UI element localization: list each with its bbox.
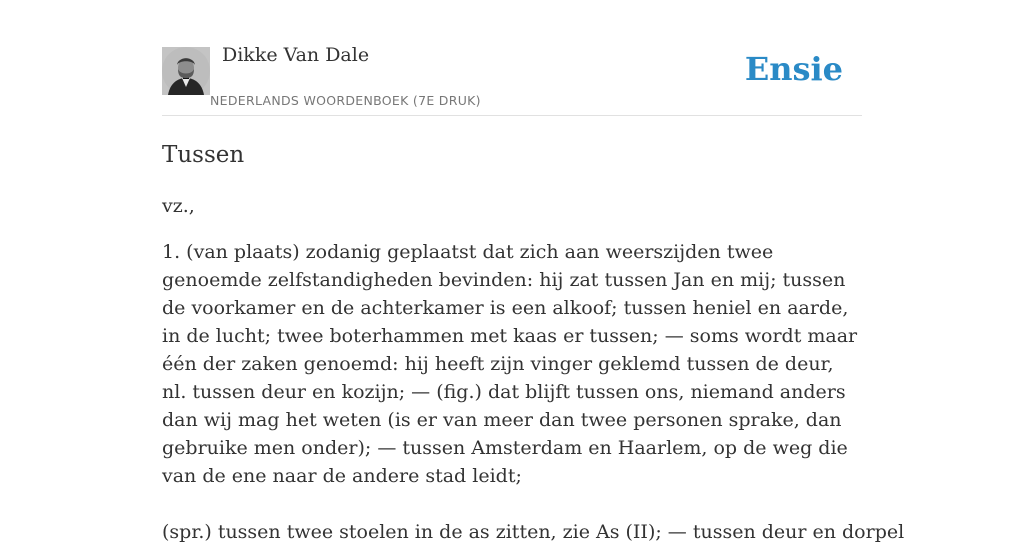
source-subtitle[interactable]: NEDERLANDS WOORDENBOEK (7E DRUK)	[210, 93, 481, 108]
word-class: vz.,	[162, 195, 195, 217]
avatar[interactable]	[162, 47, 210, 95]
entry-content	[162, 140, 905, 546]
proverb-text: (spr.) tussen twee stoelen in de as zitten, zie As (II); — tussen deur en dorpel	[162, 521, 905, 543]
author-name[interactable]: Dikke Van Dale	[222, 44, 370, 66]
brand-logo[interactable]: Ensie	[744, 50, 843, 88]
definition-text: 1. (van plaats) zodanig geplaatst dat zich aan weerszijden twee genoemde zelfstandigheden bevinden: hij zat tussen Jan en mij; tussen de voorkamer en de achterkamer is een alkoof; tussen heniel en aarde, in de lucht; twee boterhammen met kaas er tussen; — soms wordt maar één der zaken genoemd: hij heeft zijn vinger geklemd tussen de deur, nl. tussen deur en kozijn; — (fig.) dat blijft tussen ons, niemand anders dan wij mag het weten (is er van meer dan twee personen sprake, dan gebruike men onder); — tussen Amsterdam en Haarlem, op de weg die van de ene naar de andere stad leidt;	[162, 241, 858, 487]
entry-title: Tussen	[162, 142, 245, 168]
portrait-photo-icon	[162, 47, 210, 95]
header	[162, 0, 862, 116]
